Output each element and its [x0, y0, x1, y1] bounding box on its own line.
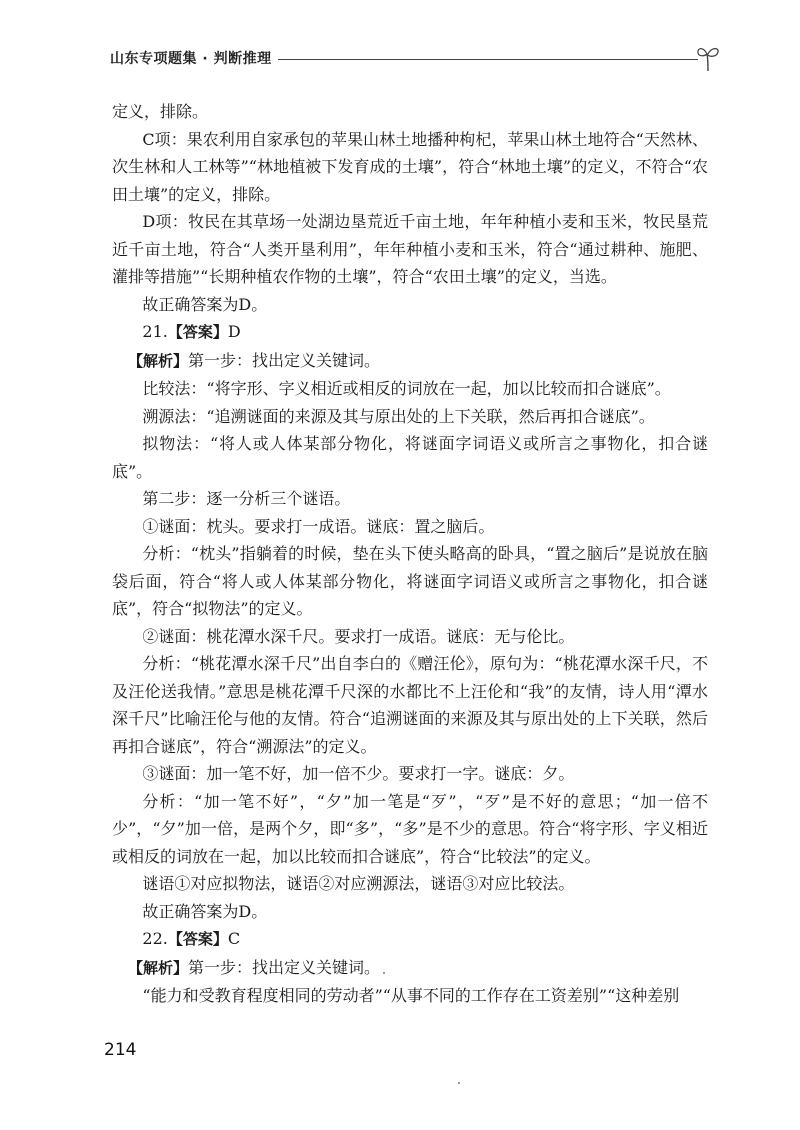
paragraph: 溯源法：“追溯谜面的来源及其与原出处的上下关联，然后再扣合谜底”。: [142, 406, 655, 426]
paragraph: D项：牧民在其草场一处湖边垦荒近千亩土地，年年种植小麦和玉米，牧民垦荒近千亩土地，符合“人类开垦利用”，年年种植小麦和玉米，符合“通过耕种、施肥、灌排等措施”“长期种植农作物的土壤”，符合“农田土壤”的定义，当选。: [112, 212, 708, 286]
scan-speck: [383, 972, 385, 974]
paragraph: 故正确答案为D。: [142, 294, 268, 314]
answer-line-21: [112, 318, 708, 347]
paragraph: C项：果农利用自家承包的苹果山林土地播种枸杞，苹果山林土地符合“天然林、次生林和人工林等”“林地植被下发育成的土壤”，符合“林地土壤”的定义，不符合“农田土壤”的定义，排除。: [112, 129, 708, 204]
paragraph: 谜语①对应拟物法，谜语②对应溯源法，谜语③对应比较法。: [142, 874, 575, 893]
paragraph: 故正确答案为D。: [142, 901, 268, 921]
answer-number: 22.: [142, 929, 168, 948]
sprout-icon: [694, 42, 722, 72]
analysis-tag: 【解析】: [128, 958, 189, 977]
page-number: 214: [104, 1040, 137, 1060]
paragraph: ②谜面：桃花潭水深千尺。要求打一成语。谜底：无与伦比。: [142, 626, 575, 646]
paragraph: 分析：“桃花潭水深千尺”出自李白的《赠汪伦》，原句为：“桃花潭水深千尺，不及汪伦送我情。”意思是桃花潭千尺深的水都比不上汪伦和“我”的友情，诗人用“潭水深千尺”比喻汪伦与他的友情。符合“追溯谜面的来源及其与原出处的上下关联，然后再扣合谜底”，符合“溯源法”的定义。: [112, 654, 708, 756]
paragraph: 第一步：找出定义关键词。: [188, 957, 381, 977]
answer-value: C: [227, 929, 241, 948]
answer-tag: 【答案】: [167, 323, 228, 341]
answer-number: 21.: [142, 322, 168, 341]
paragraph: 拟物法：“将人或人体某部分物化，将谜面字词语义或所言之事物化，扣合谜底”。: [112, 434, 708, 481]
paragraph: 定义，排除。: [112, 102, 209, 121]
paragraph: 第一步：找出定义关键词。: [188, 350, 381, 370]
paragraph: “能力和受教育程度相同的劳动者”“从事不同的工作存在工资差别”“这种差别: [142, 986, 680, 1005]
header-rule: [278, 59, 698, 60]
running-header: [110, 42, 720, 72]
scan-speck: [458, 1082, 460, 1084]
analysis-line: [112, 954, 708, 983]
answer-value: D: [227, 322, 241, 341]
header-title: 山东专项题集 · 判断推理: [110, 51, 272, 67]
paragraph: ③谜面：加一笔不好，加一倍不少。要求打一字。谜底：夕。: [142, 764, 575, 783]
paragraph: 分析：“枕头”指躺着的时候，垫在头下使头略高的卧具，“置之脑后”是说放在脑袋后面，符合“将人或人体某部分物化，将谜面字词语义或所言之事物化，扣合谜底”，符合“拟物法”的定义。: [112, 544, 708, 618]
paragraph: ①谜面：枕头。要求打一成语。谜底：置之脑后。: [142, 516, 495, 536]
answer-line-22: [112, 925, 708, 954]
page-body: [112, 98, 708, 1010]
paragraph: 分析：“加一笔不好”，“夕”加一笔是“歹”，“歹”是不好的意思；“加一倍不少”，“夕”加一倍，是两个夕，即“多”，“多”是不少的意思。符合“将字形、字义相近或相反的词放在一起，加以比较而扣合谜底”，符合“比较法”的定义。: [112, 791, 708, 866]
paragraph: 第二步：逐一分析三个谜语。: [142, 489, 351, 508]
paragraph: 比较法：“将字形、字义相近或相反的词放在一起，加以比较而扣合谜底”。: [142, 379, 671, 398]
answer-tag: 【答案】: [167, 930, 228, 948]
analysis-line: [112, 347, 708, 376]
analysis-tag: 【解析】: [128, 351, 189, 370]
